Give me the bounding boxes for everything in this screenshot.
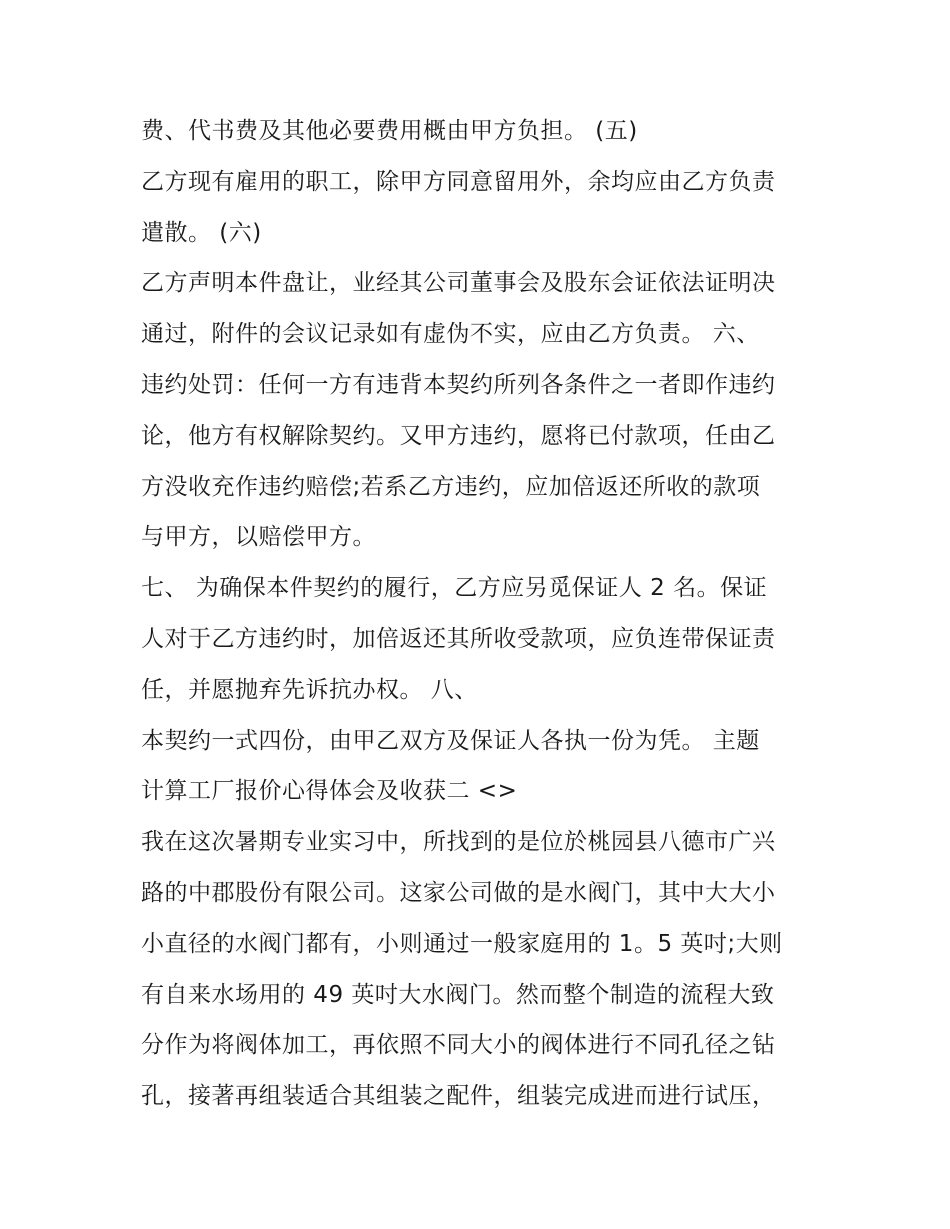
text-line: 分作为将阀体加工，再依照不同大小的阀体进行不同孔径之钻 — [141, 1032, 776, 1059]
text-line: 费、代书费及其他必要费用概由甲方负担。 (五) — [141, 118, 638, 144]
text-line: 乙方现有雇用的职工，除甲方同意留用外，余均应由乙方负责 — [141, 168, 776, 195]
text-line: 论，他方有权解除契约。又甲方违约，愿将已付款项，任由乙 — [141, 422, 776, 449]
document-body — [141, 106, 821, 1122]
text-line: 任，并愿抛弃先诉抗办权。 八、 — [141, 676, 478, 703]
text-line: 与甲方，以赔偿甲方。 — [141, 524, 376, 551]
text-line: 违约处罚：任何一方有违背本契约所列各条件之一者即作违约 — [141, 371, 776, 398]
text-line: 计算工厂报价心得体会及收获二 <> — [141, 778, 518, 805]
text-line: 孔，接著再组装适合其组装之配件，组装完成进而进行试压， — [141, 1083, 776, 1110]
text-line: 七、 为确保本件契约的履行，乙方应另觅保证人 2 名。保证 — [141, 575, 768, 602]
text-line: 通过，附件的会议记录如有虚伪不实，应由乙方负责。 六、 — [141, 321, 760, 348]
text-line: 遣散。 (六) — [141, 219, 262, 246]
text-line: 有自来水场用的 49 英吋大水阀门。然而整个制造的流程大致 — [141, 981, 775, 1008]
text-line: 人对于乙方违约时，加倍返还其所收受款项，应负连带保证责 — [141, 625, 776, 652]
text-line: 方没收充作违约赔偿;若系乙方违约，应加倍返还所收的款项 — [141, 473, 761, 500]
text-line: 本契约一式四份，由甲乙双方及保证人各执一份为凭。 主题 — [141, 727, 760, 754]
text-line: 我在这次暑期专业实习中，所找到的是位於桃园县八德市广兴 — [141, 829, 776, 856]
text-line: 路的中郡股份有限公司。这家公司做的是水阀门，其中大大小 — [141, 879, 776, 906]
text-line: 乙方声明本件盘让，业经其公司董事会及股东会证依法证明决 — [141, 270, 776, 297]
text-line: 小直径的水阀门都有，小则通过一般家庭用的 1。5 英吋;大则 — [141, 930, 783, 957]
